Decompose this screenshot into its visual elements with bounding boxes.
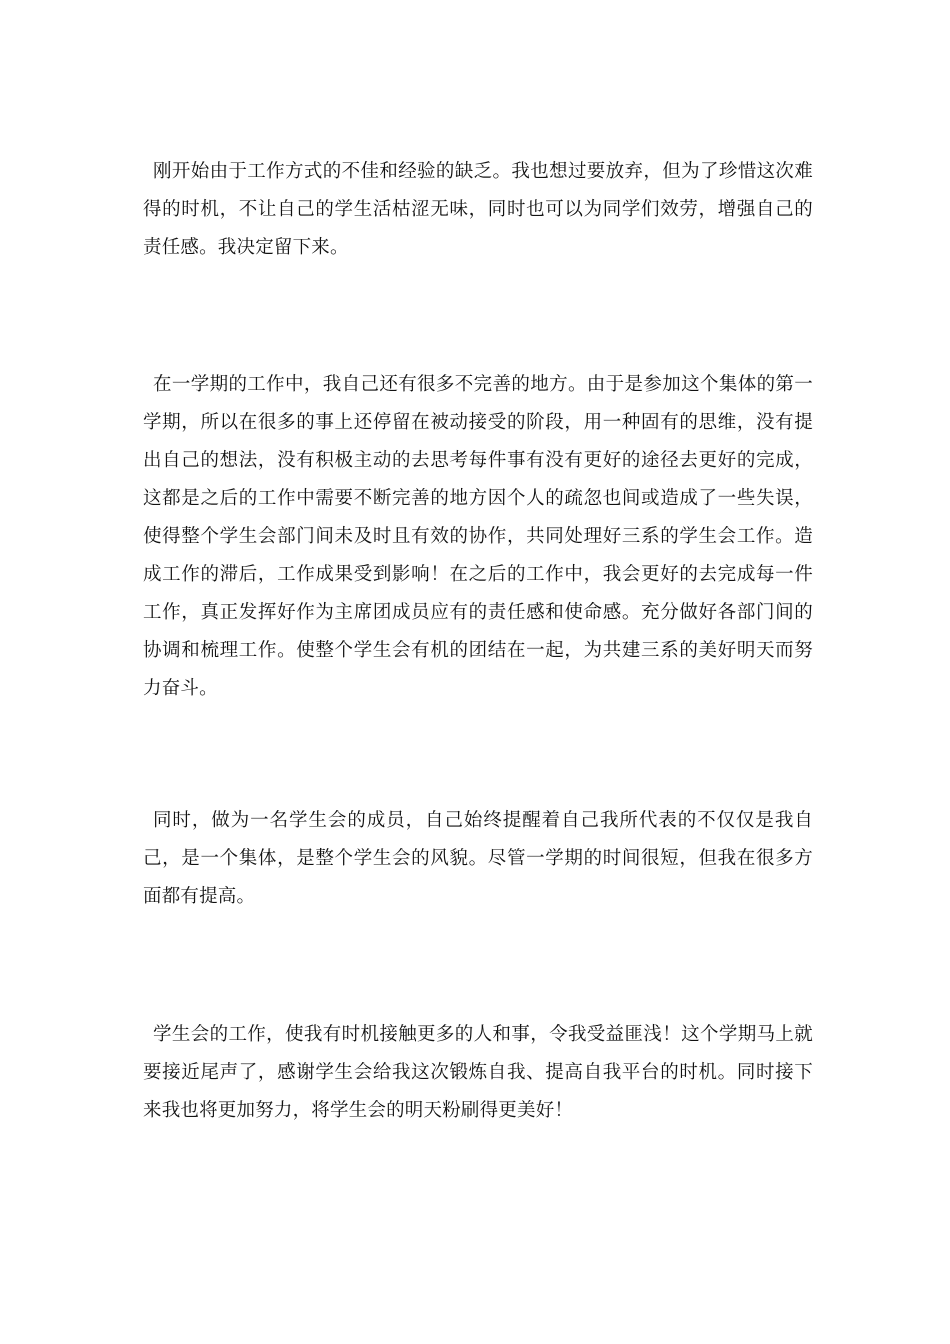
paragraph-4: 学生会的工作，使我有时机接触更多的人和事，令我受益匪浅！这个学期马上就要接近尾声了，感谢学生会给我这次锻炼自我、提高自我平台的时机。同时接下来我也将更加努力，将学生会的明天粉刷得更美好！ xyxy=(143,1024,813,1121)
paragraph-2: 在一学期的工作中，我自己还有很多不完善的地方。由于是参加这个集体的第一学期，所以在很多的事上还停留在被动接受的阶段，用一种固有的思维，没有提出自己的想法，没有积极主动的去思考每件事有没有更好的途径去更好的完成，这都是之后的工作中需要不断完善的地方因个人的疏忽也间或造成了一些失误，使得整个学生会部门间未及时且有效的协作，共同处理好三系的学生会工作。造成工作的滞后，工作成果受到影响！在之后的工作中，我会更好的去完成每一件工作，真正发挥好作为主席团成员应有的责任感和使命感。充分做好各部门间的协调和梳理工作。使整个学生会有机的团结在一起，为共建三系的美好明天而努力奋斗。 xyxy=(143,374,813,699)
paragraph-1: 刚开始由于工作方式的不佳和经验的缺乏。我也想过要放弃，但为了珍惜这次难得的时机，不让自己的学生活枯涩无味，同时也可以为同学们效劳，增强自己的责任感。我决定留下来。 xyxy=(143,161,813,258)
paragraph-3: 同时，做为一名学生会的成员，自己始终提醒着自己我所代表的不仅仅是我自己，是一个集体，是整个学生会的风貌。尽管一学期的时间很短，但我在很多方面都有提高。 xyxy=(143,810,813,907)
